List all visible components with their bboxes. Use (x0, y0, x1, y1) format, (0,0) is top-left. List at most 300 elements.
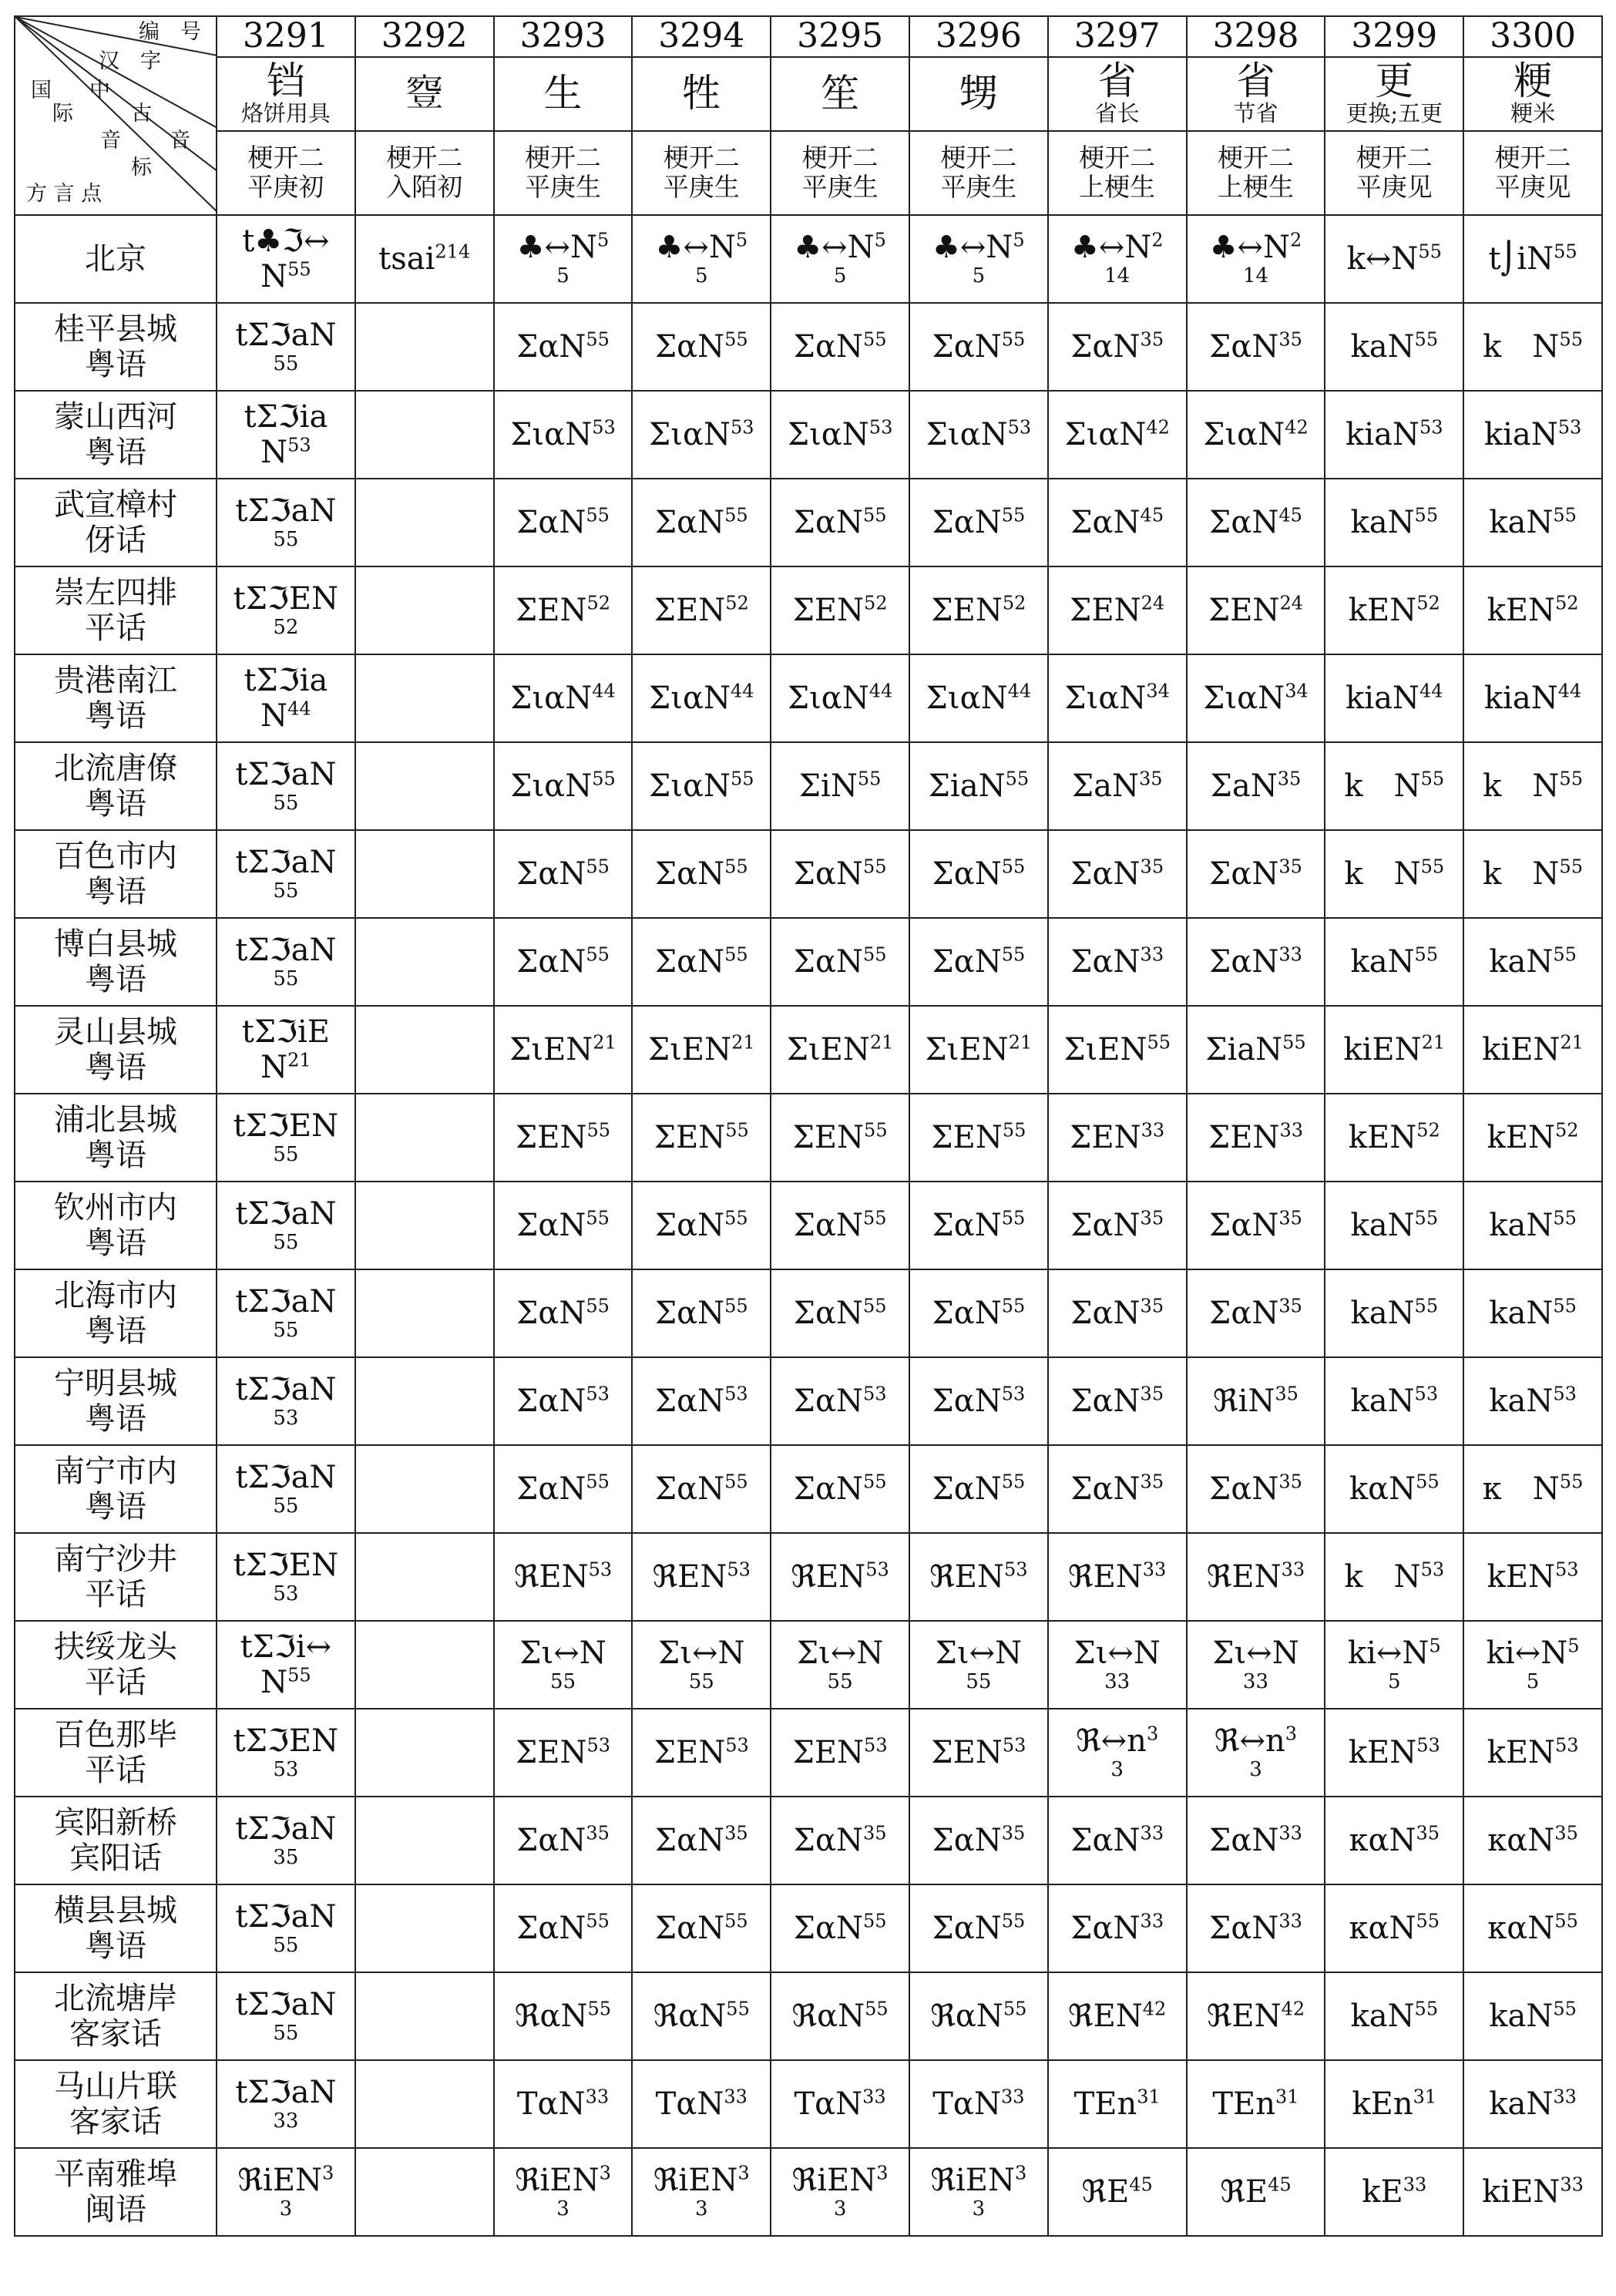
ipa-text: ℜEN (1068, 1558, 1143, 1595)
pronunciation-cell (217, 215, 355, 303)
tone-superscript: 35 (724, 1822, 748, 1844)
ipa-main (1325, 1911, 1463, 1946)
ipa-main (1464, 1911, 1601, 1946)
ipa-text: ki↔N (1347, 1635, 1430, 1671)
pronunciation-cell (771, 303, 909, 391)
tone-subscript: 3 (972, 2197, 986, 2220)
tone-superscript: 55 (865, 1998, 889, 2020)
ipa-main (633, 681, 770, 716)
tone-superscript: 42 (1285, 416, 1309, 439)
dialect-table (14, 15, 1603, 2237)
tone-superscript: 55 (586, 1207, 610, 1229)
tone-superscript: 21 (869, 1031, 894, 1054)
ipa-main (495, 1635, 632, 1671)
pronunciation-cell (1048, 215, 1187, 303)
tone-superscript: 55 (862, 1295, 887, 1317)
pronunciation-cell (909, 2148, 1048, 2236)
ipa-text: ΣEN (792, 1119, 865, 1155)
pronunciation-cell (1187, 918, 1325, 1006)
ipa-main (633, 417, 770, 452)
character-glyph: 生 (543, 71, 583, 116)
tone-subscript: 3 (695, 2197, 708, 2220)
pronunciation-cell (355, 1797, 494, 1884)
tone-superscript: 53 (1001, 1383, 1026, 1405)
pronunciation-cell (1187, 1621, 1325, 1709)
ipa-main (217, 1811, 354, 1847)
tone-superscript: 35 (1140, 1383, 1164, 1405)
ipa-text: Σι↔N (1073, 1635, 1161, 1671)
ipa-text: ΣιEN (647, 1031, 732, 1067)
ipa-main (910, 1911, 1047, 1946)
pronunciation-cell (1463, 654, 1602, 742)
tone-superscript: 52 (1555, 592, 1579, 614)
ipa-main (1464, 1735, 1601, 1770)
table-row (15, 1533, 1602, 1621)
column-number: 3294 (632, 16, 771, 57)
tone-subscript: 14 (1104, 264, 1131, 287)
ipa-main (771, 230, 909, 265)
pronunciation-cell (217, 918, 355, 1006)
ipa-main (910, 1998, 1047, 2034)
dialect-location (15, 742, 217, 830)
tone-superscript: 55 (862, 328, 887, 351)
pronunciation-cell (1048, 918, 1187, 1006)
ipa-main (495, 1208, 632, 1243)
pronunciation-cell (355, 2060, 494, 2148)
ipa-text: ΣαN (654, 1207, 725, 1243)
ipa-text: ΣιαN (1203, 416, 1285, 452)
tone-subscript: 55 (273, 1933, 299, 1957)
pronunciation-cell (909, 479, 1048, 566)
pronunciation-cell (355, 479, 494, 566)
ipa-main (633, 593, 770, 628)
ipa-main (217, 1108, 354, 1144)
ipa-main (1049, 1635, 1186, 1671)
table-row (15, 654, 1602, 742)
column-phonology (909, 131, 1048, 215)
ipa-main (1464, 1998, 1601, 2034)
phonology-line: 平庚生 (663, 172, 740, 203)
tone-superscript: 33 (862, 2086, 886, 2108)
tone-superscript: 55 (857, 768, 882, 790)
ipa-text: ΣιEN (925, 1031, 1009, 1067)
tone-superscript: 55 (1416, 1910, 1440, 1932)
ipa-text: ΣαN (654, 1822, 725, 1858)
ipa-main (910, 329, 1047, 365)
column-character (1463, 57, 1602, 131)
ipa-main (1325, 2174, 1463, 2210)
tone-superscript: 5 (597, 229, 610, 251)
column-phonology (1187, 131, 1325, 215)
ipa-main (1049, 329, 1186, 365)
table-row (15, 918, 1602, 1006)
pronunciation-cell (1463, 1709, 1602, 1797)
ipa-main (771, 1998, 909, 2034)
ipa-text: k N (1483, 768, 1560, 804)
pronunciation-cell (1325, 1884, 1463, 1972)
ipa-main (495, 2086, 632, 2122)
pronunciation-cell (494, 215, 633, 303)
ipa-main (495, 417, 632, 452)
ipa-text: ℜiEN (653, 2162, 738, 2198)
table-row (15, 830, 1602, 918)
location-line: 百色那毕 (54, 1716, 177, 1753)
pronunciation-cell (1463, 1621, 1602, 1709)
location-line: 闽语 (85, 2191, 146, 2227)
header-row-features (15, 131, 1602, 215)
tone-superscript: 34 (1146, 680, 1170, 702)
ipa-text: ℜE (1081, 2173, 1130, 2210)
pronunciation-cell (1048, 1709, 1187, 1797)
ipa-main (910, 1383, 1047, 1419)
corner-label-yin2: 音 (170, 129, 190, 153)
ipa-main (1188, 1559, 1325, 1595)
ipa-text: ℜαN (930, 1998, 1003, 2034)
pronunciation-cell (909, 1709, 1048, 1797)
pronunciation-cell (1048, 742, 1187, 830)
ipa-text: kEN (1348, 1119, 1417, 1155)
tone-superscript: 55 (1559, 328, 1583, 351)
location-line: 南宁沙井 (54, 1541, 177, 1577)
pronunciation-cell (1187, 479, 1325, 566)
pronunciation-cell (355, 1357, 494, 1445)
tone-superscript: 55 (1414, 328, 1439, 351)
pronunciation-cell (909, 1797, 1048, 1884)
tone-superscript: 55 (862, 856, 887, 878)
tone-subscript: 55 (273, 1142, 299, 1166)
location-line: 横县县城 (54, 1892, 177, 1928)
ipa-text: ℜEN (652, 1558, 727, 1595)
tone-subscript: 55 (273, 791, 299, 815)
ipa-text: ΣαN (1209, 504, 1279, 540)
ipa-main (495, 944, 632, 980)
ipa-text: tΣℑEN (233, 1723, 339, 1759)
location-line: 粤语 (85, 346, 146, 382)
tone-subscript: 5 (972, 264, 986, 287)
ipa-text: tΣℑEN (233, 1547, 339, 1583)
character-glyph: 𧯳 (405, 71, 444, 116)
ipa-text: tΣℑaN (235, 756, 337, 792)
ipa-main (217, 1629, 354, 1665)
ipa-main (1464, 241, 1601, 277)
ipa-text: ♣↔N (655, 229, 736, 265)
ipa-text: ΣαN (793, 504, 863, 540)
ipa-main (1325, 944, 1463, 980)
tone-superscript: 53 (586, 1734, 610, 1756)
pronunciation-cell (909, 742, 1048, 830)
pronunciation-cell (1048, 1445, 1187, 1533)
tone-superscript: 55 (586, 943, 610, 966)
ipa-main (495, 1032, 632, 1067)
ipa-main (1464, 2086, 1601, 2122)
phonology-line: 入陌初 (386, 172, 463, 203)
dialect-location (15, 391, 217, 479)
dialect-location (15, 1094, 217, 1182)
ipa-text: Σι↔N (935, 1635, 1023, 1671)
ipa-main (1049, 681, 1186, 716)
pronunciation-cell (1187, 1094, 1325, 1182)
ipa-text: ΣαN (793, 943, 863, 980)
ipa-main (495, 1296, 632, 1331)
ipa-main (910, 1032, 1047, 1067)
ipa-text-wrap: N (260, 434, 288, 470)
character-glyph: 省 (1236, 59, 1275, 104)
location-line: 北京 (85, 240, 146, 277)
tone-superscript: 55 (731, 768, 754, 790)
ipa-text: ΣEN (1208, 592, 1280, 628)
ipa-text: tΣℑaN (235, 2074, 337, 2110)
column-character (632, 57, 771, 131)
pronunciation-cell (1463, 1006, 1602, 1094)
column-phonology (771, 131, 909, 215)
ipa-main (1049, 944, 1186, 980)
tone-superscript: 52 (725, 592, 749, 614)
tone-superscript: 52 (1555, 1119, 1579, 1141)
dialect-location (15, 2060, 217, 2148)
ipa-main (910, 1559, 1047, 1595)
ipa-text: ΣαN (793, 328, 863, 365)
pronunciation-cell (632, 1357, 771, 1445)
location-line: 粤语 (85, 1313, 146, 1349)
phonology-line: 平庚初 (247, 172, 324, 203)
ipa-text: ΣαN (793, 1383, 863, 1419)
pronunciation-cell (1048, 1182, 1187, 1269)
tone-superscript: 55 (724, 943, 748, 966)
ipa-main (1049, 768, 1186, 804)
ipa-text: κ N (1482, 1471, 1560, 1507)
ipa-text: ΣαN (1070, 1383, 1141, 1419)
ipa-text: TEn (1073, 2086, 1137, 2122)
tone-superscript: 33 (1560, 2173, 1584, 2196)
location-line: 马山片联 (54, 2068, 177, 2104)
pronunciation-cell (771, 566, 909, 654)
pronunciation-cell (632, 1445, 771, 1533)
tone-superscript: 55 (1005, 768, 1030, 790)
ipa-text: ΣιαN (510, 680, 593, 716)
tone-superscript: 3 (737, 2162, 750, 2184)
pronunciation-cell (217, 1269, 355, 1357)
ipa-main (771, 1635, 909, 1671)
tone-subscript: 55 (273, 1230, 299, 1254)
phonology-line: 梗开二 (940, 143, 1017, 173)
ipa-text: ΣαN (793, 1910, 863, 1946)
tone-superscript: 35 (1140, 1295, 1164, 1317)
pronunciation-cell (1187, 1006, 1325, 1094)
tone-subscript: 55 (273, 1494, 299, 1518)
tone-superscript: 55 (586, 1471, 610, 1493)
pronunciation-cell (909, 1006, 1048, 1094)
ipa-main (771, 681, 909, 716)
tone-superscript: 33 (1278, 1822, 1302, 1844)
pronunciation-cell (1325, 918, 1463, 1006)
pronunciation-cell (632, 1006, 771, 1094)
ipa-text: kiEN (1482, 1031, 1561, 1067)
ipa-text: ΣαN (1070, 856, 1141, 892)
tone-superscript: 3 (1015, 2162, 1027, 2184)
tone-superscript: 5 (1429, 1635, 1441, 1657)
ipa-main (1188, 856, 1325, 892)
tone-superscript: 55 (287, 1664, 311, 1686)
ipa-text: ΣαN (516, 1822, 586, 1858)
ipa-text: t⌡iN (1488, 240, 1554, 277)
ipa-text: ΣEN (515, 1119, 587, 1155)
ipa-main (771, 1471, 909, 1507)
ipa-continuation (217, 435, 354, 470)
pronunciation-cell (217, 742, 355, 830)
location-line: 宾阳话 (69, 1840, 162, 1876)
ipa-main (1464, 1383, 1601, 1419)
ipa-main (1049, 1208, 1186, 1243)
ipa-main (1049, 1296, 1186, 1331)
ipa-main (495, 230, 632, 265)
phonology-line: 梗开二 (1356, 143, 1433, 173)
dialect-location (15, 1884, 217, 1972)
ipa-text: tΣℑaN (235, 1371, 337, 1407)
pronunciation-cell (632, 1797, 771, 1884)
tone-superscript: 55 (1414, 943, 1439, 966)
ipa-text: ΣαN (932, 1207, 1002, 1243)
location-line: 粤语 (85, 698, 146, 734)
pronunciation-cell (355, 830, 494, 918)
pronunciation-cell (494, 918, 633, 1006)
tone-superscript: 35 (1140, 1471, 1164, 1493)
tone-superscript: 55 (587, 1998, 612, 2020)
location-line: 粤语 (85, 1049, 146, 1085)
pronunciation-cell (1048, 1269, 1187, 1357)
tone-superscript: 42 (1142, 1998, 1167, 2020)
tone-superscript: 3 (1285, 1723, 1298, 1745)
ipa-text: ΣιαN (926, 680, 1008, 716)
phonology-line: 梗开二 (1494, 143, 1571, 173)
ipa-main (910, 1735, 1047, 1770)
ipa-main (217, 757, 354, 792)
tone-superscript: 53 (724, 1383, 748, 1405)
ipa-main (1188, 1911, 1325, 1946)
ipa-main (1325, 681, 1463, 716)
tone-superscript: 53 (865, 1558, 889, 1581)
phonology-line: 梗开二 (1217, 143, 1294, 173)
ipa-text: kαN (1349, 1471, 1416, 1507)
tone-superscript: 35 (1277, 768, 1302, 790)
tone-subscript: 33 (1104, 1669, 1131, 1693)
tone-superscript: 55 (862, 1207, 887, 1229)
tone-superscript: 55 (1001, 1471, 1026, 1493)
tone-superscript: 52 (1002, 592, 1026, 614)
ipa-text: καN (1349, 1910, 1416, 1946)
tone-superscript: 55 (1420, 768, 1445, 790)
pronunciation-cell (355, 1445, 494, 1533)
ipa-main (1464, 1823, 1601, 1858)
ipa-main (1188, 417, 1325, 452)
ipa-main (1049, 2086, 1186, 2122)
ipa-text: TαN (655, 2086, 724, 2122)
ipa-main (1049, 1723, 1186, 1759)
ipa-text: ♣↔N (516, 229, 598, 265)
tone-superscript: 52 (1416, 592, 1440, 614)
tone-superscript: 44 (731, 680, 754, 702)
ipa-text: ΣEN (1208, 1119, 1280, 1155)
ipa-text: ♣↔N (794, 229, 875, 265)
ipa-main (1188, 1208, 1325, 1243)
table-row (15, 1445, 1602, 1533)
ipa-main (217, 2163, 354, 2198)
ipa-main (1049, 1120, 1186, 1155)
pronunciation-cell (771, 2148, 909, 2236)
ipa-text: ΣιEN (786, 1031, 870, 1067)
ipa-text: tΣℑaN (235, 932, 337, 968)
pronunciation-cell (1048, 1006, 1187, 1094)
phonology-line: 平庚见 (1356, 172, 1433, 203)
pronunciation-cell (909, 1182, 1048, 1269)
ipa-text: ΣαN (1209, 1822, 1279, 1858)
pronunciation-cell (1325, 1797, 1463, 1884)
ipa-text: ℜEN (929, 1558, 1004, 1595)
ipa-text: ℜEN (791, 1558, 866, 1595)
ipa-main (771, 1383, 909, 1419)
ipa-text: ΣιEN (1063, 1031, 1147, 1067)
pronunciation-cell (494, 1972, 633, 2060)
ipa-main (771, 1559, 909, 1595)
tone-superscript: 55 (862, 1910, 887, 1932)
ipa-text: ΣαN (1209, 1910, 1279, 1946)
ipa-text: ΣιαN (1064, 680, 1147, 716)
pronunciation-cell (632, 1884, 771, 1972)
tone-superscript: 35 (1278, 856, 1302, 878)
tone-superscript: 35 (1138, 768, 1163, 790)
table-row (15, 479, 1602, 566)
tone-superscript: 42 (1281, 1998, 1305, 2020)
tone-superscript: 3 (876, 2162, 889, 2184)
tone-superscript: 55 (1554, 240, 1577, 263)
pronunciation-cell (217, 1884, 355, 1972)
pronunciation-cell (1325, 215, 1463, 303)
pronunciation-cell (217, 830, 355, 918)
tone-superscript: 35 (1278, 328, 1302, 351)
ipa-main (1188, 944, 1325, 980)
phonology-line: 梗开二 (386, 143, 463, 173)
pronunciation-cell (909, 1357, 1048, 1445)
ipa-text: kEN (1487, 1734, 1556, 1770)
ipa-text: Σι↔N (796, 1635, 884, 1671)
ipa-main (910, 681, 1047, 716)
tone-superscript: 44 (1007, 680, 1032, 702)
ipa-main (1188, 593, 1325, 628)
pronunciation-cell (1048, 479, 1187, 566)
pronunciation-cell (1325, 742, 1463, 830)
ipa-text: ΣαN (1070, 1207, 1141, 1243)
tone-superscript: 33 (1141, 1119, 1165, 1141)
ipa-text: ΣαN (654, 1910, 725, 1946)
ipa-text: ΣιαN (1203, 680, 1285, 716)
ipa-text: ΣαN (932, 1383, 1002, 1419)
ipa-main (1188, 2174, 1325, 2210)
pronunciation-cell (1187, 1533, 1325, 1621)
ipa-main (1188, 1635, 1325, 1671)
tone-superscript: 55 (1414, 1998, 1439, 2020)
tone-superscript: 33 (724, 2086, 748, 2108)
tone-superscript: 55 (1553, 1207, 1577, 1229)
pronunciation-cell (217, 1445, 355, 1533)
ipa-main (910, 1120, 1047, 1155)
tone-superscript: 53 (727, 1558, 751, 1581)
location-line: 粤语 (85, 961, 146, 997)
column-number: 3298 (1187, 16, 1325, 57)
column-phonology (1048, 131, 1187, 215)
ipa-main (633, 1911, 770, 1946)
pronunciation-cell (771, 1533, 909, 1621)
pronunciation-cell (1048, 830, 1187, 918)
pronunciation-cell (1187, 1182, 1325, 1269)
